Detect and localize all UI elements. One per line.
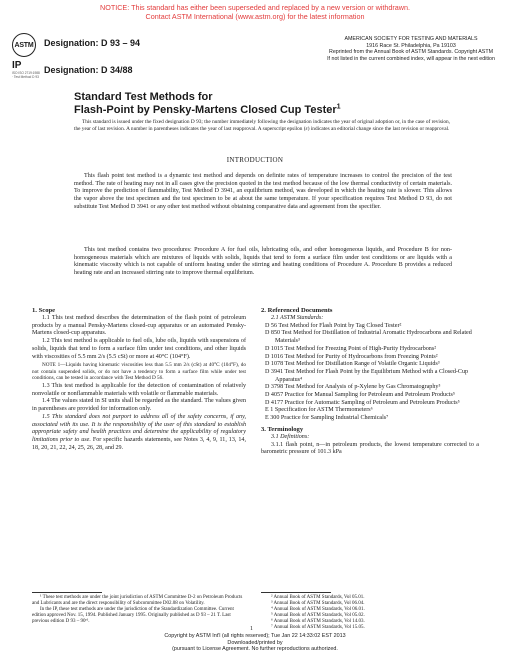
publisher-line-2: 1916 Race St. Philadelphia, Pa 19103 [366,42,456,49]
scope-1-4: 1.4 The values stated in SI units shall be regarded as the standard. The values given in parentheses are provided for information only. [32,398,246,413]
footnotes-left [32,595,246,625]
right-column [261,306,479,457]
publisher-info [320,36,502,62]
left-column [32,306,246,452]
note-1: NOTE 1—Liquids having kinematic viscosities less than 5.5 mm 2/s (cSt) at 40°C (104°F), do not contain suspended solids, or do not have a tendency to form a surface film while under test conditions, can be tested in accordance with Test Method D 56. [32,362,246,382]
definitions-subheading: 3.1 Definitions: [271,433,310,440]
introduction-heading: INTRODUCTION [226,156,284,164]
footnote-item: ⁷ Annual Book of ASTM Standards, Vol 15.05. [271,625,365,631]
terminology-heading: 3. Terminology [261,425,304,433]
footnote-item: ⁵ Annual Book of ASTM Standards, Vol 05.02. [271,613,365,619]
reference-item: D 4177 Practice for Automatic Sampling of Petroleum and Petroleum Products⁵ [265,399,460,406]
referenced-documents-heading: 2. Referenced Documents [261,307,333,314]
introduction-paragraph-2: This test method contains two procedures: Procedure A for fuel oils, lubricating oils, and other homogeneous liquids, and Procedure B for non-homogeneous materials which are mixtures of liquids with solids, liquids that tend to form a surface film under test conditions or are liquids with a kinematic viscosity which is not capable of uniform heating under the stirring and heating conditions of Procedure A. Procedure B provides a reduced heating rate and an increased stirring rate to improve thermal equilibrium. [74,247,452,277]
reference-item: E 300 Practice for Sampling Industrial Chemicals⁷ [265,415,389,422]
designation-astm: Designation: D 93 – 94 [44,38,141,48]
scope-1-1: 1.1 This test method describes the determination of the flash point of petroleum products by a manual Pensky-Martens closed-cup apparatus or an automated Pensky-Martens closed-cup apparatus. [32,315,246,337]
publisher-line-3: Reprinted from the Annual Book of ASTM Standards. Copyright ASTM [329,49,493,56]
copyright-footer [0,633,510,653]
introduction-paragraph-1: This flash point test method is a dynamic test method and depends on definite rates of temperature increases to control the precision of the test method. The rate of heating may not in all cases give the precision quoted in the test method because of the low thermal conductivity of certain materials. To improve the prediction of flammability, Test Method D 3941, an equilibrium method, was developed in which the heating rate is slower. This allows the vapor above the test specimen and the test specimen to be at about the same temperature. If your specification requires Test Method D 93, do not substitute Test Method D 3941 or any other test method without obtaining comparative data and agreement from the specifier. [74,173,452,210]
title-line-2: Flash-Point by Pensky-Martens Closed Cup Tester$^1$ [74,102,341,116]
notice-line-2: Contact ASTM International (www.astm.org) for the latest information [145,11,365,21]
footnote-item: ⁶ Annual Book of ASTM Standards, Vol 14.03. [271,619,365,625]
footnote-item: ² Annual Book of ASTM Standards, Vol 05.01. [271,595,365,600]
astm-logo: ASTM [12,33,36,57]
footnote-rule-right [261,592,331,593]
footer-line-1: Copyright by ASTM Int'l (all rights reserved); Tue Jan 22 14:33:02 EST 2013 [164,633,346,639]
publisher-line-4: If not listed in the current combined index, will appear in the next edition [327,55,495,62]
reference-item: E 1 Specification for ASTM Thermometers⁶ [265,407,373,414]
iso-mark: ISO ISO 2719:1988 · Test Method D 93 [12,71,40,79]
reference-item: D 850 Test Method for Distillation of Industrial Aromatic Hydrocarbons and Related Materials³ [265,330,472,345]
reference-item: D 1015 Test Method for Freezing Point of High-Purity Hydrocarbons² [265,345,437,352]
reference-item: D 3941 Test Method for Flash Point by the Equilibrium Method with a Closed-Cup Apparatus⁴ [265,368,469,383]
ip-logo: IP [12,60,22,71]
reference-item: D 1078 Test Method for Distillation Range of Volatile Organic Liquids³ [265,361,440,368]
reference-item: D 1016 Test Method for Purity of Hydrocarbons from Freezing Points² [265,353,438,360]
footnote-1: ¹ These test methods are under the joint jurisdiction of ASTM Committee D-2 on Petroleum Products and Lubricants and are the direct responsibility of Subcommittee D02.08 on Volatility. [32,595,243,607]
footnotes-right [271,595,471,632]
flash-point-definition: 3.1.1 flash point, n—in petroleum products, the lowest temperature corrected to a barometric pressure of 101.3 kPa [261,441,479,456]
scope-heading: 1. Scope [32,307,56,314]
reference-item: D 4057 Practice for Manual Sampling for Petroleum and Petroleum Products⁵ [265,392,455,399]
scope-1-3: 1.3 This test method is applicable for the detection of contamination of relatively nonvolatile or nonflammable materials with volatile or flammable materials. [32,383,246,397]
footnote-item: ³ Annual Book of ASTM Standards, Vol 06.04. [271,601,365,607]
astm-standards-subheading: 2.1 ASTM Standards: [271,315,324,321]
footer-line-3: (pursuant to License Agreement. No further reproductions authorized. [172,646,338,653]
reference-list [261,323,479,423]
page-number: 1 [250,626,253,632]
designation-ip: Designation: D 34/88 [44,65,133,75]
scope-1-2: 1.2 This test method is applicable to fuel oils, lube oils, liquids with suspensions of solids, liquids that tend to form a surface film under test conditions, and other liquids with viscosities of 5.5 mm 2/s (5.5 cSt) or more at 40°C (104°F). [32,338,246,360]
footnote-rule-left [32,592,102,593]
publisher-line-1: AMERICAN SOCIETY FOR TESTING AND MATERIALS [344,36,478,42]
scope-1-5: 1.5 This standard does not purport to address all of the safety concerns, if any, associated with its use. It is the responsibility of the user of this standard to establish appropriate safety and health practices and determine the applicability of regulatory limitations prior to use. For specific hazards statements, see Notes 3, 4, 9, 11, 13, 14, 18, 20, 21, 22, 24, 25, 26, 28, and 29. [32,413,246,451]
document-title [74,91,341,117]
reference-item: D 56 Test Method for Flash Point by Tag Closed Tester² [265,322,402,329]
title-line-1: Standard Test Methods for [74,91,213,103]
reference-item: D 3798 Test Method for Analysis of p-Xylene by Gas Chromatography³ [265,384,441,391]
issuance-statement: This standard is issued under the fixed designation D 93; the number immediately following the designation indicates the year of original adoption or, in the case of revision, the year of last revision. A number in parentheses indicates the year of last reapproval. A superscript epsilon (ε) indicates an editorial change since the last revision or reapproval. [74,119,450,132]
footnote-1-continued: In the IP, these test methods are under the jurisdiction of the Standardization Committee. Current edition approved Nov. 15, 1994. Published January 1995. Originally published as D 93 – 21 T. Last previous edition D 93 – 90ᵉ¹. [32,607,234,625]
withdrawn-notice [0,4,510,21]
notice-line-1: NOTICE: This standard has either been superseded and replaced by a new version or withdrawn. [100,3,410,12]
footer-line-2: Downloaded/printed by [227,639,283,646]
footnote-item: ⁴ Annual Book of ASTM Standards, Vol 06.01. [271,607,365,613]
